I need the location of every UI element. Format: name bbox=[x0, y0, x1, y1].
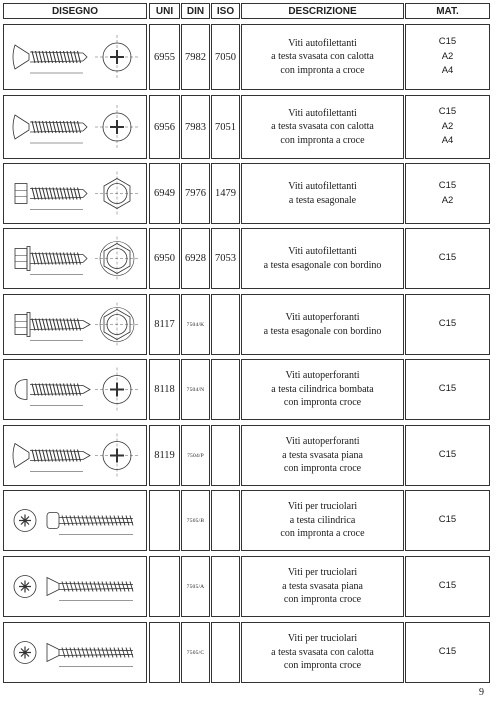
description-cell bbox=[241, 359, 404, 420]
hex-head-screw-drawing bbox=[5, 164, 145, 223]
description-line: a testa esagonale bbox=[288, 194, 357, 206]
table-row bbox=[3, 163, 490, 224]
uni-code: 6956 bbox=[149, 95, 180, 159]
description-line: con impronta a croce bbox=[280, 64, 365, 76]
material-code: C15 bbox=[438, 36, 457, 48]
table-row bbox=[3, 294, 490, 355]
description-line: Viti autofilettanti bbox=[288, 181, 357, 192]
uni-code bbox=[149, 622, 180, 683]
table-row bbox=[3, 425, 490, 486]
page-number: 9 bbox=[479, 687, 484, 698]
description-line: a testa esagonale con bordino bbox=[263, 259, 382, 271]
material-cell bbox=[405, 490, 490, 551]
table-row bbox=[3, 490, 490, 551]
material-code: A2 bbox=[441, 120, 454, 132]
description-line: con impronta a croce bbox=[280, 528, 365, 540]
din-code: 7505/C bbox=[181, 622, 210, 683]
description-line: Viti autoperforanti bbox=[285, 436, 360, 448]
description-line: con impronta croce bbox=[283, 594, 362, 606]
description-line: Viti per truciolari bbox=[287, 567, 358, 579]
material-code: C15 bbox=[438, 514, 457, 526]
description-line: a testa cilindrica bombata bbox=[271, 383, 374, 395]
header-mat: MAT. bbox=[405, 3, 490, 19]
material-code: A2 bbox=[441, 194, 454, 206]
description-line: Viti autofilettanti bbox=[288, 37, 357, 49]
material-code: C15 bbox=[438, 252, 457, 264]
uni-code: 6955 bbox=[149, 24, 180, 90]
description-line: a testa svasata con calotta bbox=[271, 51, 374, 63]
iso-code bbox=[211, 294, 240, 355]
drawing-cell bbox=[3, 95, 147, 159]
header-descrizione: DESCRIZIONE bbox=[241, 3, 404, 19]
description-line: Viti autofilettanti bbox=[288, 246, 357, 257]
drawing-cell bbox=[3, 425, 147, 486]
material-cell bbox=[405, 163, 490, 224]
description-cell bbox=[241, 425, 404, 486]
description-line: con impronta croce bbox=[283, 397, 362, 409]
description-cell bbox=[241, 622, 404, 683]
description-line: a testa svasata con calotta bbox=[271, 121, 374, 133]
description-line: a testa cilindrica bbox=[289, 514, 356, 526]
header-disegno: DISEGNO bbox=[3, 3, 147, 19]
description-cell bbox=[241, 556, 404, 617]
iso-code bbox=[211, 622, 240, 683]
material-code: A4 bbox=[441, 135, 454, 147]
description-line: con impronta a croce bbox=[280, 134, 365, 146]
material-code: C15 bbox=[438, 180, 457, 191]
drawing-cell bbox=[3, 556, 147, 617]
material-code: A4 bbox=[441, 65, 454, 77]
description-line: con impronta croce bbox=[283, 463, 362, 475]
description-cell bbox=[241, 95, 404, 159]
material-code: C15 bbox=[438, 646, 457, 658]
uni-code bbox=[149, 556, 180, 617]
din-code: 7504/N bbox=[181, 359, 210, 420]
hex-flange-drill-screw-drawing bbox=[5, 295, 145, 354]
uni-code: 8118 bbox=[149, 359, 180, 420]
description-line: Viti per truciolari bbox=[287, 633, 358, 645]
description-cell bbox=[241, 294, 404, 355]
material-cell bbox=[405, 294, 490, 355]
drawing-cell bbox=[3, 359, 147, 420]
din-code: 7983 bbox=[181, 95, 210, 159]
chipboard-raised-countersunk-screw-drawing bbox=[5, 623, 145, 682]
description-line: con impronta croce bbox=[283, 660, 362, 672]
description-line: Viti autofilettanti bbox=[288, 107, 357, 119]
table-row bbox=[3, 24, 490, 90]
description-line: Viti per truciolari bbox=[287, 501, 358, 513]
material-code: C15 bbox=[438, 106, 457, 118]
material-code: C15 bbox=[438, 449, 457, 461]
description-line: Viti autoperforanti bbox=[285, 370, 360, 382]
pan-phillips-drill-screw-drawing bbox=[5, 360, 145, 419]
iso-code: 1479 bbox=[211, 163, 240, 224]
material-cell bbox=[405, 425, 490, 486]
table-row bbox=[3, 228, 490, 289]
description-line: Viti autoperforanti bbox=[285, 312, 360, 323]
material-cell bbox=[405, 24, 490, 90]
header-uni: UNI bbox=[149, 3, 180, 19]
description-line: a testa svasata con calotta bbox=[271, 646, 374, 658]
description-cell bbox=[241, 490, 404, 551]
material-cell bbox=[405, 622, 490, 683]
material-code: C15 bbox=[438, 580, 457, 592]
iso-code: 7050 bbox=[211, 24, 240, 90]
uni-code: 8119 bbox=[149, 425, 180, 486]
material-code: C15 bbox=[438, 318, 457, 330]
description-line: a testa svasata piana bbox=[282, 449, 363, 461]
drawing-cell bbox=[3, 228, 147, 289]
drawing-cell bbox=[3, 24, 147, 90]
material-cell bbox=[405, 556, 490, 617]
description-line: a testa esagonale con bordino bbox=[263, 325, 382, 337]
table-row bbox=[3, 556, 490, 617]
header-din: DIN bbox=[181, 3, 210, 19]
material-cell bbox=[405, 228, 490, 289]
iso-code bbox=[211, 490, 240, 551]
countersunk-raised-phillips-screw-drawing bbox=[5, 96, 145, 158]
material-cell bbox=[405, 95, 490, 159]
din-code: 7505/B bbox=[181, 490, 210, 551]
iso-code: 7051 bbox=[211, 95, 240, 159]
material-code: A2 bbox=[441, 50, 454, 62]
description-cell bbox=[241, 163, 404, 224]
description-cell bbox=[241, 228, 404, 289]
iso-code bbox=[211, 425, 240, 486]
description-cell bbox=[241, 24, 404, 90]
countersunk-phillips-drill-screw-drawing bbox=[5, 426, 145, 485]
iso-code bbox=[211, 359, 240, 420]
drawing-cell bbox=[3, 490, 147, 551]
table-row bbox=[3, 359, 490, 420]
din-code: 7505/A bbox=[181, 556, 210, 617]
drawing-cell bbox=[3, 294, 147, 355]
uni-code bbox=[149, 490, 180, 551]
din-code: 7976 bbox=[181, 163, 210, 224]
chipboard-countersunk-screw-drawing bbox=[5, 557, 145, 616]
din-code: 7504/K bbox=[181, 294, 210, 355]
uni-code: 6950 bbox=[149, 228, 180, 289]
material-cell bbox=[405, 359, 490, 420]
uni-code: 6949 bbox=[149, 163, 180, 224]
hex-flange-screw-drawing bbox=[5, 229, 145, 288]
table-row bbox=[3, 622, 490, 683]
table-row bbox=[3, 95, 490, 159]
iso-code bbox=[211, 556, 240, 617]
iso-code: 7053 bbox=[211, 228, 240, 289]
din-code: 6928 bbox=[181, 228, 210, 289]
drawing-cell bbox=[3, 622, 147, 683]
header-iso: ISO bbox=[211, 3, 240, 19]
uni-code: 8117 bbox=[149, 294, 180, 355]
description-line: a testa svasata piana bbox=[282, 580, 363, 592]
material-code: C15 bbox=[438, 383, 457, 395]
countersunk-raised-phillips-screw-drawing bbox=[5, 25, 145, 89]
din-code: 7504/P bbox=[181, 425, 210, 486]
drawing-cell bbox=[3, 163, 147, 224]
chipboard-cheese-head-screw-drawing bbox=[5, 491, 145, 550]
din-code: 7982 bbox=[181, 24, 210, 90]
